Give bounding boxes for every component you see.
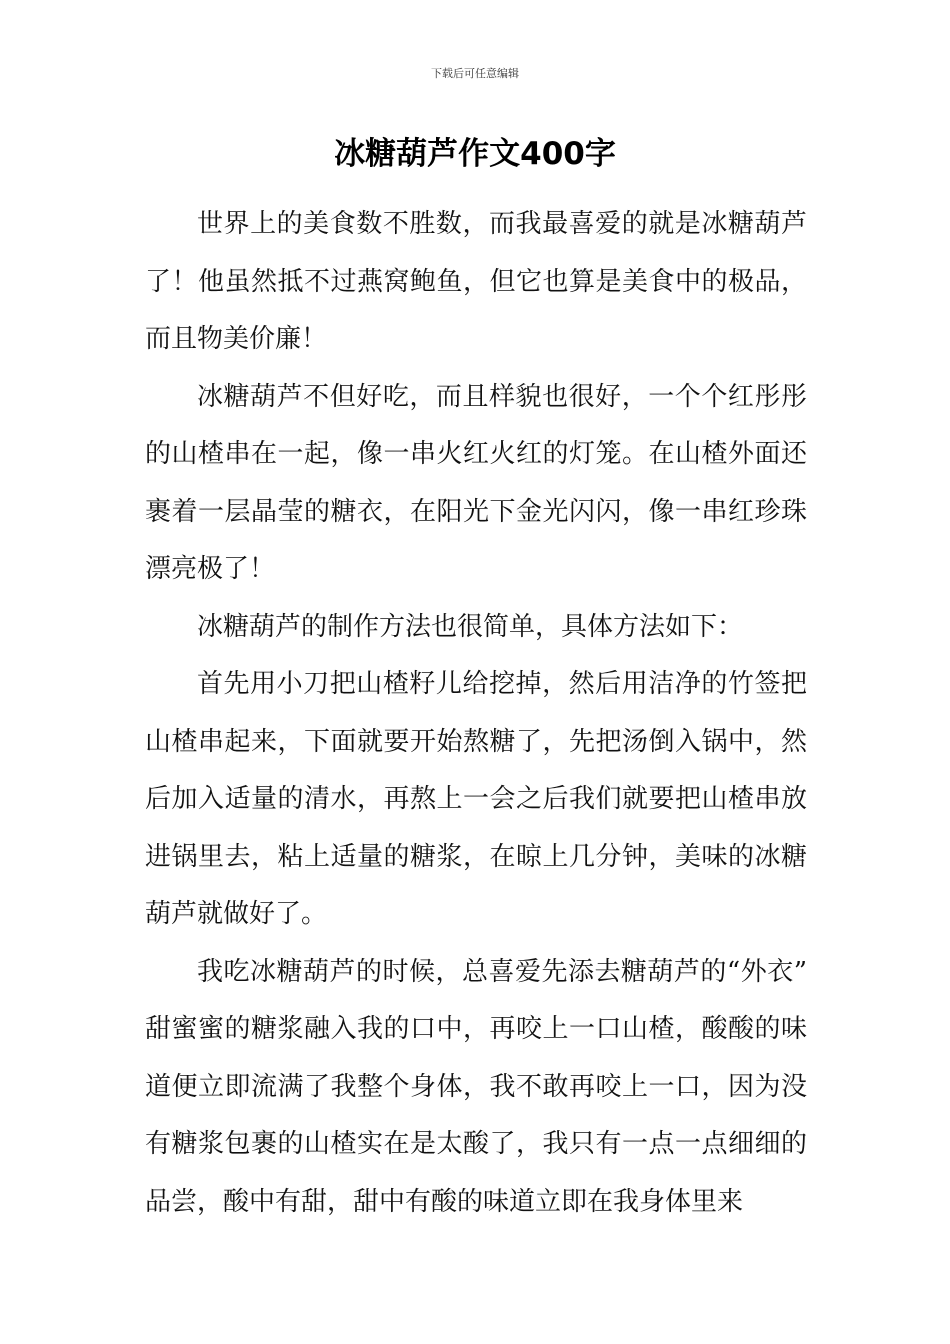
header-note: 下载后可任意编辑: [431, 67, 519, 80]
paragraph-5: 我吃冰糖葫芦的时候，总喜爱先添去糖葫芦的“外衣”甜蜜蜜的糖浆融入我的口中，再咬上一口山楂，酸酸的味道便立即流满了我整个身体，我不敢再咬上一口，因为没有糖浆包裹的山楂实在是太酸了，我只有一点一点细细的品尝，酸中有甜，甜中有酸的味道立即在我身体里来: [145, 956, 807, 1217]
document-body: [145, 196, 807, 1231]
paragraph-2: 冰糖葫芦不但好吃，而且样貌也很好，一个个红彤彤的山楂串在一起，像一串火红火红的灯笼。在山楂外面还裹着一层晶莹的糖衣，在阳光下金光闪闪，像一串红珍珠漂亮极了！: [145, 381, 807, 584]
paragraph-4: 首先用小刀把山楂籽儿给挖掉，然后用洁净的竹签把山楂串起来，下面就要开始熬糖了，先把汤倒入锅中，然后加入适量的清水，再熬上一会之后我们就要把山楂串放进锅里去，粘上适量的糖浆，在晾上几分钟，美味的冰糖葫芦就做好了。: [145, 669, 807, 929]
paragraph-1: 世界上的美食数不胜数，而我最喜爱的就是冰糖葫芦了！他虽然抵不过燕窝鲍鱼，但它也算是美食中的极品，而且物美价廉！: [145, 209, 807, 354]
paragraph-3: 冰糖葫芦的制作方法也很简单，具体方法如下：: [197, 611, 744, 642]
document-title: 冰糖葫芦作文400字: [334, 136, 616, 172]
